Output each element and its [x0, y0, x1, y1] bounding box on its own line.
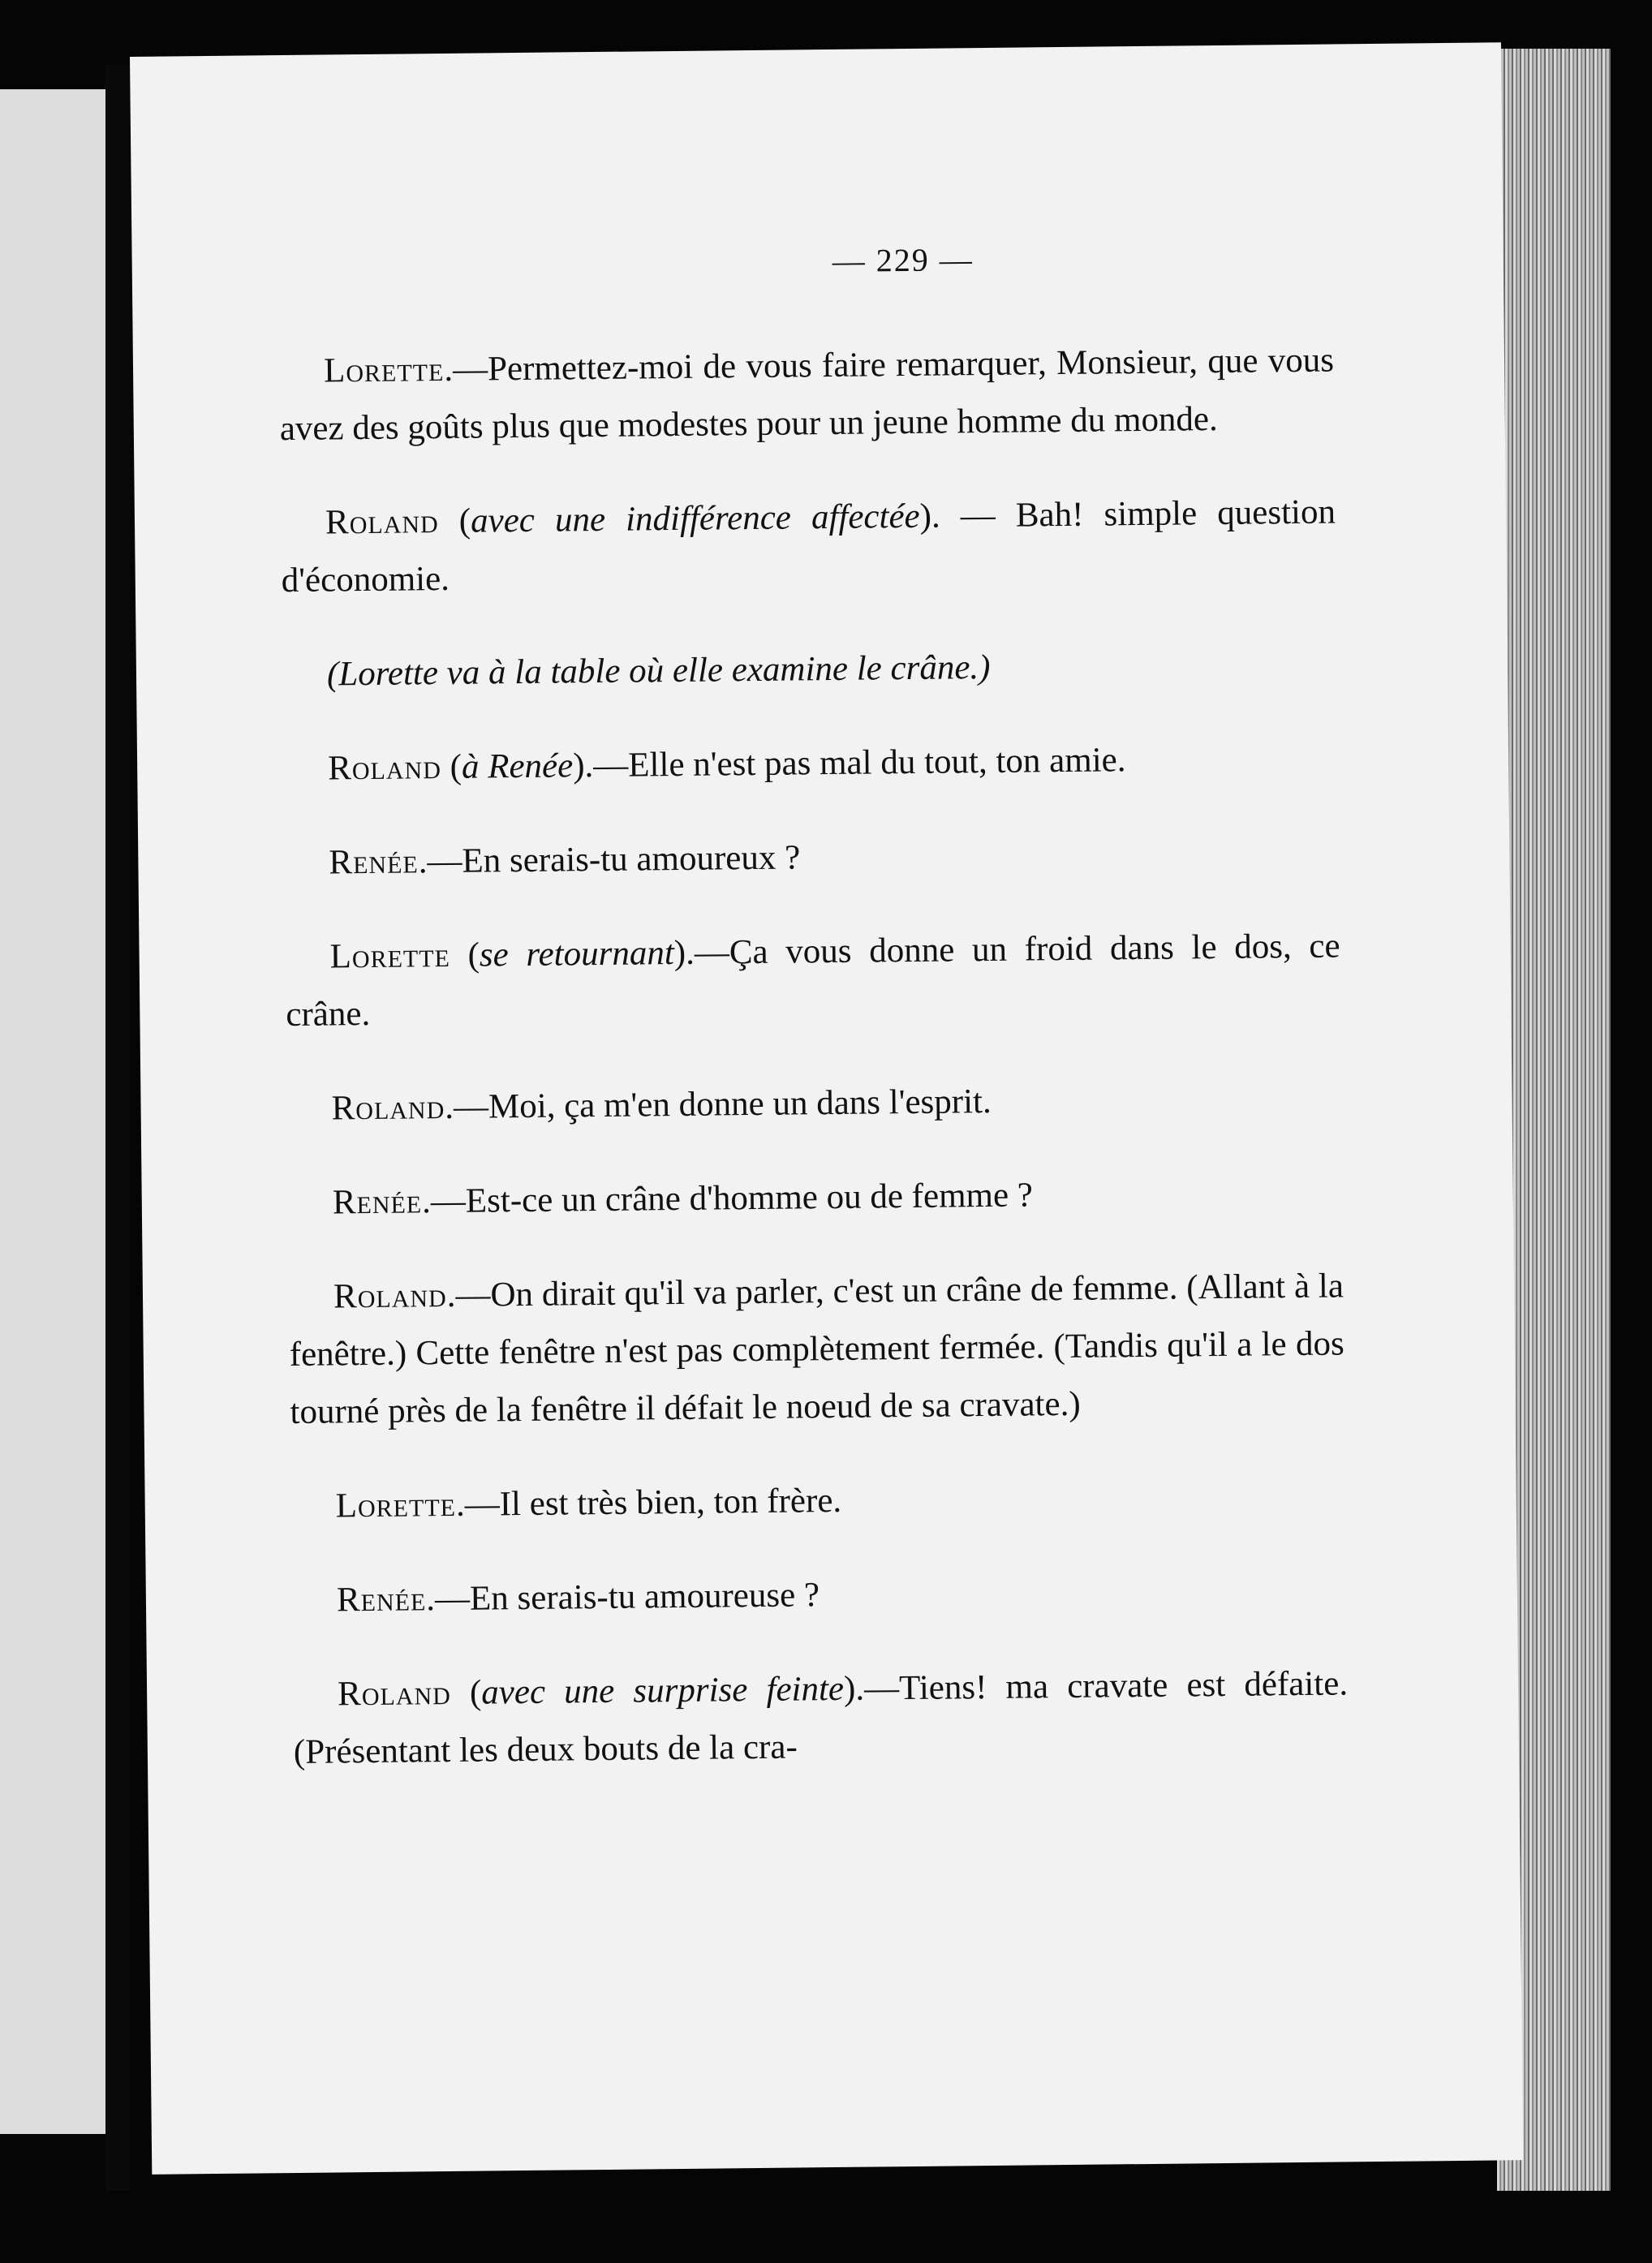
book-gutter [105, 65, 130, 2191]
stage-direction: avec une surprise feinte [481, 1669, 845, 1712]
dialogue-paragraph [289, 1257, 1345, 1441]
separator: ( [450, 936, 480, 974]
speaker-name: Renée [332, 1182, 423, 1222]
dialogue-paragraph [290, 1466, 1346, 1535]
dialogue-paragraph [285, 917, 1340, 1043]
dialogue-text: Est-ce un crâne d'homme ou de femme ? [465, 1176, 1034, 1220]
dialogue-text: Moi, ça m'en donne un dans l'esprit. [488, 1082, 992, 1126]
dialogue-paragraph [281, 483, 1336, 609]
dialogue-text: On dirait qu'il va parler, c'est un crâne de femme. (Allant à la fenêtre.) Cette fenêtre n'est pas complètement fermée. (Tandis qu'il a le dos tourné près de la fenêtre il défait le noeud de sa cravate.) [289, 1267, 1344, 1432]
dialogue-paragraph [284, 823, 1340, 892]
dialogue-text: Permettez-moi de vous faire remarquer, Monsieur, que vous avez des goûts plus que modestes pour un jeune homme du monde. [279, 341, 1335, 449]
separator: .— [445, 1087, 489, 1127]
dialogue-text: Il est très bien, ton frère. [499, 1481, 842, 1524]
dialogue-text: ). — Bah! simple question d'économie. [281, 493, 1336, 600]
dialogue-paragraph [287, 1163, 1343, 1232]
separator: .— [418, 841, 462, 881]
left-page-edge [0, 89, 114, 2134]
speaker-name: Roland [333, 1276, 447, 1316]
dialogue-text: En serais-tu amoureux ? [462, 838, 801, 880]
separator: .— [455, 1485, 500, 1524]
dialogue-paragraph [279, 331, 1335, 458]
speaker-name: Lorette [323, 350, 445, 390]
speaker-name: Roland [327, 748, 442, 788]
dialogue-text: ).—Tiens! ma cravate est défaite. (Présentant les deux bouts de la cra- [293, 1664, 1349, 1771]
dialogue-text: ).—Elle n'est pas mal du tout, ton amie. [572, 741, 1126, 785]
separator: ( [438, 501, 471, 541]
separator: ( [450, 1673, 482, 1712]
book-page [130, 42, 1523, 2175]
page-number: — 229 — [832, 241, 974, 279]
separator: ( [441, 747, 462, 787]
separator: .— [446, 1276, 491, 1314]
page-text-block [277, 226, 1349, 1818]
dialogue-text: ).—Ça vous donne un froid dans le dos, ce crâne. [286, 927, 1340, 1035]
separator: .— [421, 1181, 467, 1221]
speaker-name: Roland [337, 1673, 452, 1714]
speaker-name: Renée [329, 842, 419, 882]
stage-direction-line: (Lorette va à la table où elle examine le crâne.) [326, 647, 991, 694]
speaker-name: Lorette [329, 936, 451, 976]
stage-direction: se retournant [479, 934, 675, 974]
dialogue-paragraph [283, 729, 1339, 798]
speaker-name: Lorette [335, 1485, 457, 1525]
stage-direction: avec une indifférence affectée [470, 497, 920, 540]
separator: .— [444, 350, 488, 389]
separator: .— [426, 1579, 471, 1619]
dialogue-text: En serais-tu amoureuse ? [469, 1576, 820, 1618]
dialogue-paragraph [293, 1654, 1349, 1781]
stage-direction: à Renée [461, 746, 574, 786]
speaker-name: Roland [325, 502, 439, 542]
speaker-name: Roland [331, 1088, 445, 1128]
dialogue-paragraph [286, 1069, 1342, 1138]
dialogue-paragraph [292, 1560, 1348, 1629]
speaker-name: Renée [336, 1580, 427, 1620]
